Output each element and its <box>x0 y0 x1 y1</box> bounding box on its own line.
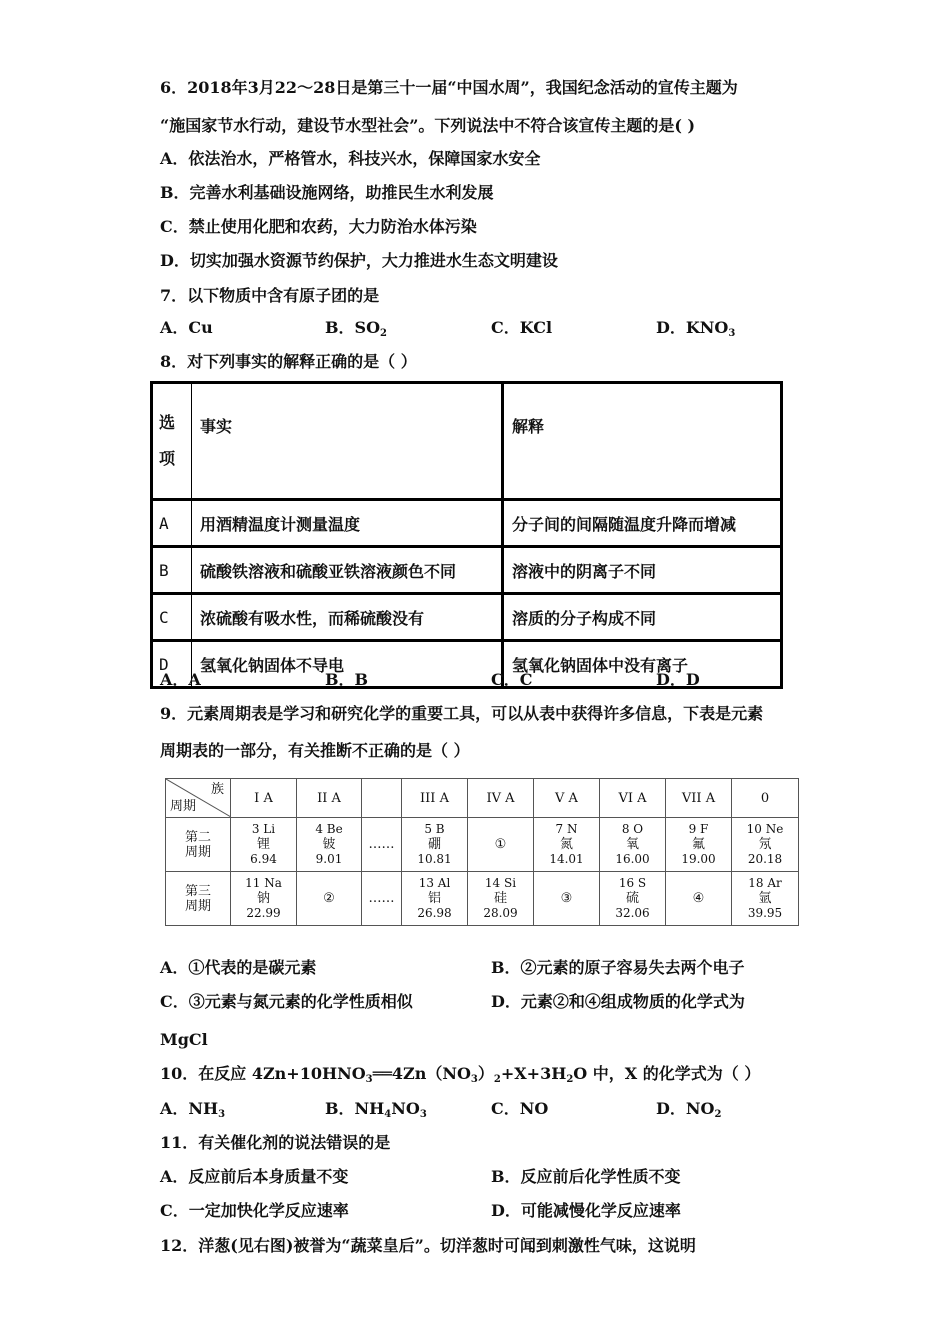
ellipsis-cell: …… <box>362 872 402 926</box>
q8-answer-a: A．A <box>160 670 201 689</box>
q10-option-d: D．$NO_2$ <box>656 1099 722 1120</box>
q8-header-fact: 事实 <box>192 383 503 500</box>
q7-option-a: A．Cu <box>160 318 213 337</box>
group-header: IV A <box>468 779 534 818</box>
q8-stem: 8．对下列事实的解释正确的是（ ） <box>160 352 417 371</box>
q11-option-c: C．一定加快化学反应速率 <box>160 1201 349 1220</box>
table-row <box>152 547 782 594</box>
q12-stem: 12．洋葱(见右图)被誉为“蔬菜皇后”。切洋葱时可闻到刺激性气味，这说明 <box>160 1236 696 1255</box>
element-cell: 3 Li 锂 6.94 <box>231 818 297 872</box>
unknown-element-4: ④ <box>666 872 732 926</box>
q10-option-c: C．NO <box>491 1099 549 1118</box>
q9-option-a: A．①代表的是碳元素 <box>160 958 317 977</box>
q11-option-a: A．反应前后本身质量不变 <box>160 1167 349 1186</box>
unknown-element-3: ③ <box>534 872 600 926</box>
q7-option-d: D．$KNO_3$ <box>656 318 736 339</box>
q6-option-a: A．依法治水，严格管水，科技兴水，保障国家水安全 <box>160 149 541 168</box>
q8-answer-c: C．C <box>491 670 533 689</box>
q8-table <box>150 381 783 689</box>
group-header <box>362 779 402 818</box>
corner-period-label: 周期 <box>170 799 197 814</box>
q7-stem: 7．以下物质中含有原子团的是 <box>160 286 380 305</box>
q6-option-c: C．禁止使用化肥和农药，大力防治水体污染 <box>160 217 477 236</box>
table-row <box>152 594 782 641</box>
q8-row-fact: 氢氧化钠固体不导电 <box>192 641 503 688</box>
corner-group-label: 族 <box>210 782 224 797</box>
q8-row-option: A <box>152 500 192 547</box>
group-header: II A <box>297 779 362 818</box>
element-cell: 9 F 氟 19.00 <box>666 818 732 872</box>
q6-stem-line2: “施国家节水行动，建设节水型社会”。下列说法中不符合该宣传主题的是( ) <box>160 116 696 135</box>
group-header: 0 <box>732 779 799 818</box>
q8-row-reason: 溶液中的阴离子不同 <box>503 547 782 594</box>
element-cell: 7 N 氮 14.01 <box>534 818 600 872</box>
q8-header-option: 选 项 <box>152 383 192 500</box>
q9-stem-line1: 9．元素周期表是学习和研究化学的重要工具，可以从表中获得许多信息，下表是元素 <box>160 704 764 723</box>
period-3-row <box>166 872 799 926</box>
q8-header-reason: 解释 <box>503 383 782 500</box>
q9-option-c: C．③元素与氮元素的化学性质相似 <box>160 992 413 1011</box>
element-cell: 8 O 氧 16.00 <box>600 818 666 872</box>
unknown-element-2: ② <box>297 872 362 926</box>
q8-row-fact: 硫酸铁溶液和硫酸亚铁溶液颜色不同 <box>192 547 503 594</box>
q11-option-b: B．反应前后化学性质不变 <box>491 1167 681 1186</box>
group-header: V A <box>534 779 600 818</box>
q8-answer-b: B．B <box>325 670 369 689</box>
q8-row-fact: 浓硫酸有吸水性，而稀硫酸没有 <box>192 594 503 641</box>
q8-row-option: C <box>152 594 192 641</box>
group-header: III A <box>402 779 468 818</box>
period-2-label: 第二 周期 <box>166 818 231 872</box>
q9-option-b: B．②元素的原子容易失去两个电子 <box>491 958 745 977</box>
q8-row-fact: 用酒精温度计测量温度 <box>192 500 503 547</box>
element-cell: 18 Ar 氩 39.95 <box>732 872 799 926</box>
q8-row-option: B <box>152 547 192 594</box>
q11-option-d: D．可能减慢化学反应速率 <box>491 1201 681 1220</box>
period-2-row <box>166 818 799 872</box>
q9-option-d: D．元素②和④组成物质的化学式为 <box>491 992 745 1011</box>
period-3-label: 第三 周期 <box>166 872 231 926</box>
q9-stem-line2: 周期表的一部分，有关推断不正确的是（ ） <box>160 741 470 760</box>
unknown-element-1: ① <box>468 818 534 872</box>
q11-stem: 11．有关催化剂的说法错误的是 <box>160 1133 391 1152</box>
periodic-corner <box>166 779 231 818</box>
element-cell: 5 B 硼 10.81 <box>402 818 468 872</box>
q8-row-option: D <box>152 641 192 688</box>
q6-option-b: B．完善水利基础设施网络，助推民生水利发展 <box>160 183 494 202</box>
group-header: VII A <box>666 779 732 818</box>
q8-answer-d: D．D <box>656 670 700 689</box>
element-cell: 14 Si 硅 28.09 <box>468 872 534 926</box>
group-header: I A <box>231 779 297 818</box>
q10-option-b: B．$NH_4NO_3$ <box>325 1099 427 1120</box>
periodic-table <box>165 778 799 926</box>
q8-row-reason: 分子间的间隔随温度升降而增减 <box>503 500 782 547</box>
q10-option-a: A．$NH_3$ <box>160 1099 226 1120</box>
q7-option-c: C．KCl <box>491 318 553 337</box>
group-header: VI A <box>600 779 666 818</box>
q6-option-d: D．切实加强水资源节约保护，大力推进水生态文明建设 <box>160 251 558 270</box>
periodic-header-row <box>166 779 799 818</box>
element-cell: 16 S 硫 32.06 <box>600 872 666 926</box>
q7-option-b: B．$SO_2$ <box>325 318 387 339</box>
element-cell: 13 Al 铝 26.98 <box>402 872 468 926</box>
element-cell: 10 Ne 氖 20.18 <box>732 818 799 872</box>
q8-table-header <box>152 383 782 500</box>
q8-row-reason: 氢氧化钠固体中没有离子 <box>503 641 782 688</box>
ellipsis-cell: …… <box>362 818 402 872</box>
element-cell: 11 Na 钠 22.99 <box>231 872 297 926</box>
q9-option-d-continued: MgCl <box>160 1030 208 1049</box>
element-cell: 4 Be 铍 9.01 <box>297 818 362 872</box>
q8-row-reason: 溶质的分子构成不同 <box>503 594 782 641</box>
table-row <box>152 500 782 547</box>
q10-stem: 10．在反应 $4Zn+10HNO_3══4Zn(NO_3)_2+X+3H_2O$ 中，X 的化学式为（ ） <box>160 1064 761 1085</box>
q6-stem-line1: 6．2018年3月22～28日是第三十一届“中国水周”，我国纪念活动的宣传主题为 <box>160 78 738 97</box>
